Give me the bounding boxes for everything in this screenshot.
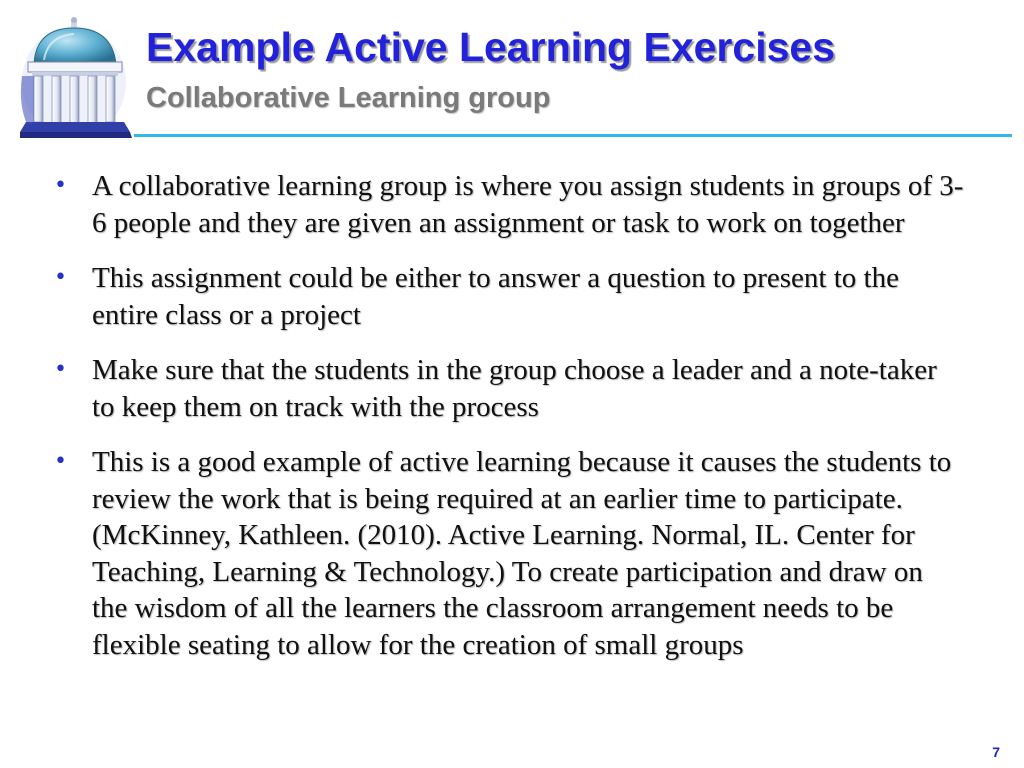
page-number: 7 bbox=[992, 744, 1000, 760]
bullet-item bbox=[54, 168, 964, 241]
bullet-text: This is a good example of active learning because it causes the students to review the work that is being required at an earlier time to participate. (McKinney, Kathleen. (2010). Active Learning. Normal, IL. Center for Teaching, Learning & Technology.) To create participation and draw on the wisdom of all the learners the classroom arrangement needs to be flexible seating to allow for the creation of small groups bbox=[92, 446, 952, 661]
bullet-point-icon: • bbox=[54, 265, 67, 290]
bullet-point-icon: • bbox=[54, 357, 67, 382]
bullet-text: Make sure that the students in the group choose a leader and a note-taker to keep them on track with the process bbox=[92, 354, 937, 423]
bullet-list bbox=[54, 168, 964, 682]
bullet-text: A collaborative learning group is where you assign students in groups of 3-6 people and they are given an assignment or task to work on together bbox=[92, 170, 964, 239]
bullet-point-icon: • bbox=[54, 449, 67, 474]
old-well-rotunda-icon bbox=[20, 16, 132, 140]
bullet-item bbox=[54, 260, 964, 333]
bullet-point-icon: • bbox=[54, 173, 67, 198]
bullet-item bbox=[54, 444, 964, 663]
title-divider bbox=[134, 134, 1012, 137]
bullet-item bbox=[54, 352, 964, 425]
slide-subtitle: Collaborative Learning group bbox=[146, 82, 551, 114]
slide-title: Example Active Learning Exercises bbox=[146, 24, 835, 70]
bullet-text: This assignment could be either to answer a question to present to the entire class or a project bbox=[92, 262, 899, 331]
